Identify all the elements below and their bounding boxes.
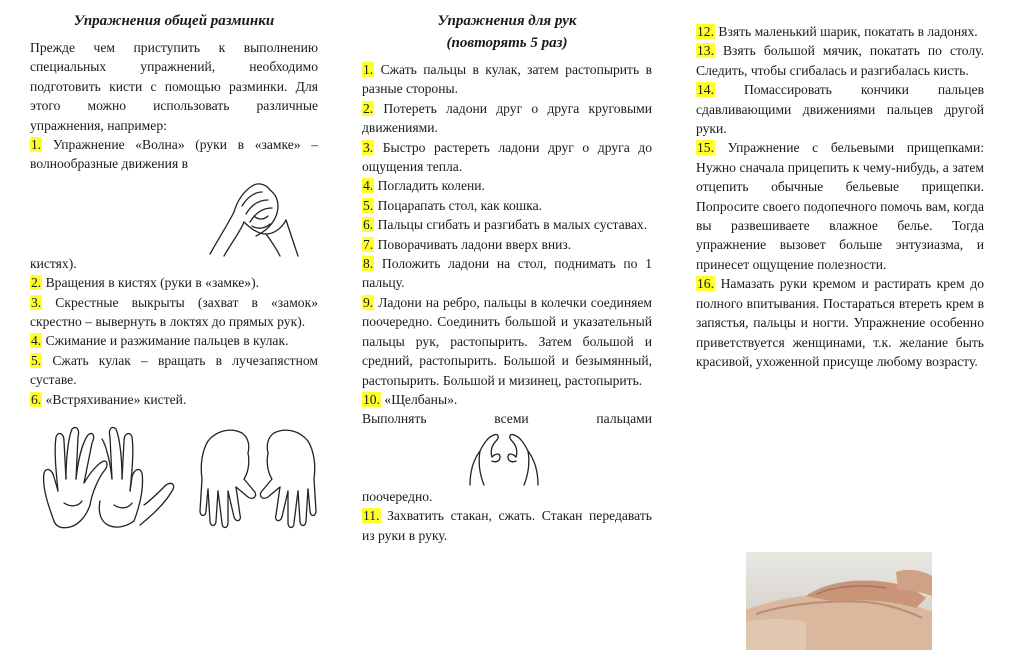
exercise-text: Сжать кулак – вращать в лучезапястном суставе. — [30, 352, 318, 388]
exercise-item — [696, 80, 984, 138]
exercise-item — [696, 274, 984, 371]
exercise-item — [362, 254, 652, 293]
exercise-text: «Встряхивание» кистей. — [42, 391, 187, 407]
exercise-item — [362, 196, 652, 215]
exercise-text-cont: кистях). — [30, 255, 77, 271]
item-number: 6. — [31, 391, 42, 407]
hands-photo — [746, 552, 932, 650]
exercise-text: Помассировать кончики пальцев сдавливающими движениями пальцев другой руки. — [696, 82, 984, 137]
column-hand-exercises — [362, 12, 652, 545]
exercise-text: Захватить стакан, сжать. Стакан передавать из руки в руку. — [362, 508, 652, 543]
item-number: 7. — [363, 236, 374, 252]
item-number: 12. — [697, 24, 714, 39]
warmup-intro: Прежде чем приступить к выполнению специальных упражнений, необходимо подготовить кисти с помощью разминки. Для этого можно использовать различные упражнения, например: — [30, 40, 318, 133]
hand-exercises-subtitle: (повторять 5 раз) — [446, 35, 568, 51]
exercise-item — [696, 138, 984, 274]
exercise-text: Вращения в кистях (руки в «замке»). — [42, 275, 259, 291]
exercise-item — [362, 99, 652, 138]
exercise-item — [362, 293, 652, 390]
exercise-wave — [30, 135, 318, 273]
item-number: 9. — [363, 294, 374, 310]
palms-down-hands-illustration — [194, 421, 322, 539]
exercise-text: Поцарапать стол, как кошка. — [374, 197, 543, 213]
item-number: 5. — [363, 197, 374, 213]
exercise-text: Положить ладони на стол, поднимать по 1 пальцу. — [362, 256, 652, 291]
exercise-text: Потереть ладони друг о друга круговыми движениями. — [362, 100, 652, 136]
exercise-text: Сжать пальцы в кулак, затем растопырить в разные стороны. — [362, 62, 652, 97]
warmup-title: Упражнения общей разминки — [73, 13, 275, 29]
hands-illustrations — [30, 421, 318, 541]
exercise-item — [696, 22, 984, 41]
exercise-text: Погладить колени. — [374, 178, 485, 194]
finger-flick-illustration — [462, 427, 546, 489]
exercise-item — [362, 60, 652, 99]
exercise-text: Упражнение «Волна» (руки в «замке» – волнообразные движения в — [30, 137, 318, 172]
item-number: 15. — [697, 140, 714, 156]
exercise-item — [696, 41, 984, 80]
exercise-text-cont: поочередно. — [362, 488, 433, 504]
item-number: 4. — [31, 333, 42, 349]
item-number: 2. — [363, 100, 374, 116]
exercise-text: Поворачивать ладони вверх вниз. — [374, 236, 572, 252]
item-number: 6. — [363, 217, 374, 233]
exercise-item — [362, 138, 652, 177]
palms-up-hands-illustration — [34, 421, 184, 539]
hands-photo-drawing — [746, 552, 932, 650]
exercise-text: Ладони на ребро, пальцы в колечки соединяем поочередно. Соединить большой и указательный пальцы рук, растопырить. Затем большой и средний, растопырить. Большой и безымянный, растопырить. Большой и мизинец, растопырить. — [362, 294, 652, 388]
exercise-text: Намазать руки кремом и растирать крем до полного впитывания. Постараться втереть крем в запястья, пальцы и ногти. Упражнение особенно приветствуется женщинами, т.к. желание быть красивой, ухоженной присуще любому возрасту. — [696, 276, 984, 369]
exercise-item — [362, 390, 652, 409]
exercise-text: Сжимание и разжимание пальцев в кулак. — [42, 333, 289, 349]
column-more-exercises — [696, 22, 984, 371]
exercise-text: Взять большой мячик, покатать по столу. Следить, чтобы сгибалась и разгибалась кисть. — [696, 43, 984, 78]
item-number: 1. — [31, 137, 42, 153]
exercise-text: Скрестные выкрыты (захват в «замок» скрестно – вывернуть в локтях до прямых рук). — [30, 294, 318, 330]
item-number: 14. — [697, 82, 714, 98]
item-number: 2. — [31, 275, 42, 291]
exercise-item — [362, 176, 652, 195]
exercise-text: Быстро растереть ладони друг о друга до ощущения тепла. — [362, 139, 652, 175]
item-number: 4. — [363, 178, 374, 194]
exercise-text: Пальцы сгибать и разгибать в малых суставах. — [374, 217, 648, 233]
item-number: 3. — [363, 139, 374, 155]
item-number: 3. — [31, 294, 42, 310]
clasped-hands-illustration — [202, 176, 306, 258]
item-number: 13. — [697, 43, 714, 59]
exercise-text-line: Выполнять всеми пальцами — [362, 411, 652, 427]
hand-exercises-title: Упражнения для рук — [437, 13, 577, 29]
item-number: 5. — [31, 352, 42, 368]
item-number: 11. — [363, 508, 380, 524]
exercise-item — [362, 235, 652, 254]
item-number: 1. — [363, 62, 374, 77]
item-number: 16. — [697, 276, 714, 292]
exercise-item — [362, 215, 652, 234]
column-general-warmup — [30, 12, 318, 541]
exercise-text: Взять маленький шарик, покатать в ладонях. — [715, 24, 978, 39]
exercise-item — [362, 506, 652, 545]
item-number: 10. — [363, 391, 380, 407]
exercise-text: Упражнение с бельевыми прищепками: Нужно сначала прицепить к чему-нибудь, а затем отцепить обычные бельевые прищепки. Попросите своего подопечного помочь вам, когда вы развешиваете влажное белье. Тогда упражнение вызовет больше энтузиазма, и принесет ощущение полезности. — [696, 140, 984, 272]
item-number: 8. — [363, 256, 374, 272]
exercise-text: «Щелбаны». — [381, 391, 458, 407]
